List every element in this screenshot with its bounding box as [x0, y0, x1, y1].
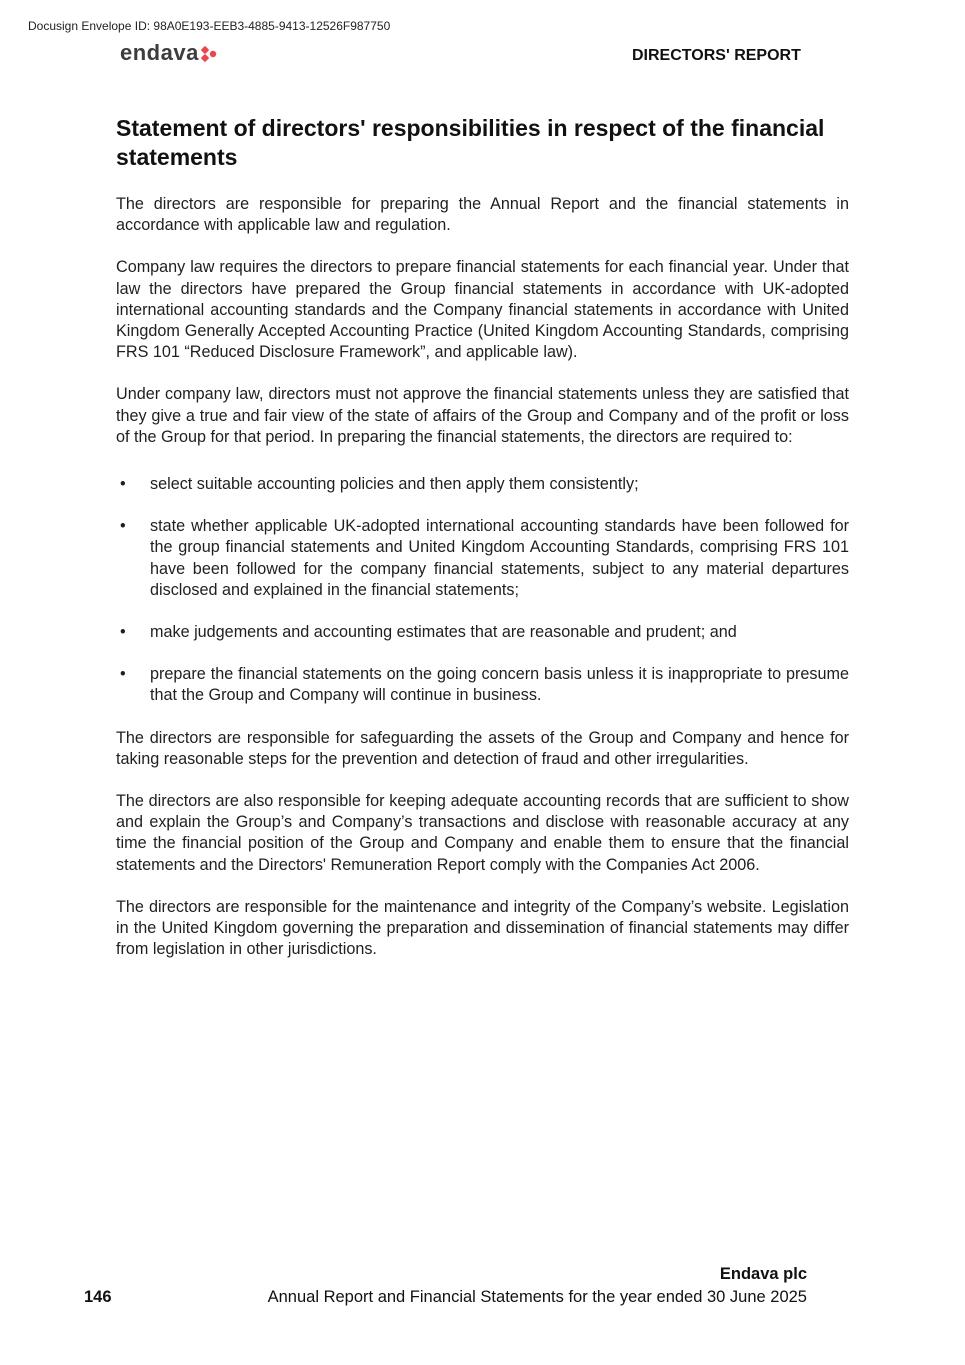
- list-item-text: state whether applicable UK-adopted international accounting standards have been followed for the group financial statements and United Kingdom Accounting Standards, comprising FRS 101 have been followed for the company financial statements, subject to any material departures disclosed and explained in the financial statements;: [150, 517, 849, 599]
- paragraph: The directors are responsible for safeguarding the assets of the Group and Company and hence for taking reasonable steps for the prevention and detection of fraud and other irregularities.: [116, 728, 849, 768]
- bullet-marker: •: [120, 665, 126, 684]
- paragraph: Company law requires the directors to prepare financial statements for each financial year. Under that law the directors have prepared the Group financial statements in accordance with UK-adopted international accounting standards and the Company financial statements in accordance with United Kingdom Generally Accepted Accounting Practice (United Kingdom Accounting Standards, comprising FRS 101 “Reduced Disclosure Framework”, and applicable law).: [116, 258, 849, 362]
- logo-mark-icon: [201, 45, 217, 63]
- list-item-text: make judgements and accounting estimates that are reasonable and prudent; and: [150, 623, 737, 642]
- footer-report-title: Annual Report and Financial Statements for the year ended 30 June 2025: [267, 1288, 807, 1306]
- endava-logo: [120, 40, 217, 66]
- paragraph: The directors are responsible for preparing the Annual Report and the financial statements in accordance with applicable law and regulation.: [116, 195, 849, 235]
- page-title: Statement of directors' responsibilities in respect of the financial statements: [116, 115, 825, 170]
- page-number: 146: [84, 1288, 112, 1306]
- list-item: [116, 664, 849, 706]
- list-item: [116, 622, 849, 643]
- envelope-id: Docusign Envelope ID: 98A0E193-EEB3-4885-9413-12526F987750: [28, 19, 391, 33]
- paragraph: The directors are also responsible for keeping adequate accounting records that are sufficient to show and explain the Group’s and Company’s transactions and disclose with reasonable accuracy at any time the financial position of the Group and Company and enable them to ensure that the financial statements and the Directors' Remuneration Report comply with the Companies Act 2006.: [116, 792, 849, 874]
- bullet-marker: •: [120, 623, 126, 642]
- paragraph: Under company law, directors must not approve the financial statements unless they are satisfied that they give a true and fair view of the state of affairs of the Group and Company and of the profit or loss of the Group for that period. In preparing the financial statements, the directors are required to:: [116, 385, 849, 446]
- list-item: [116, 516, 849, 601]
- list-item: [116, 474, 849, 495]
- list-item-text: select suitable accounting policies and then apply them consistently;: [150, 475, 639, 494]
- responsibilities-list: [116, 474, 849, 707]
- section-header: DIRECTORS' REPORT: [632, 47, 801, 64]
- bullet-marker: •: [120, 517, 126, 536]
- logo-text: endava: [120, 40, 199, 65]
- paragraph: The directors are responsible for the maintenance and integrity of the Company’s website. Legislation in the United Kingdom governing the preparation and dissemination of financial statements may differ from legislation in other jurisdictions.: [116, 897, 849, 959]
- list-item-text: prepare the financial statements on the going concern basis unless it is inappropriate to presume that the Group and Company will continue in business.: [150, 665, 849, 705]
- main-content: [116, 114, 849, 981]
- footer-company: Endava plc: [719, 1265, 807, 1283]
- bullet-marker: •: [120, 475, 126, 494]
